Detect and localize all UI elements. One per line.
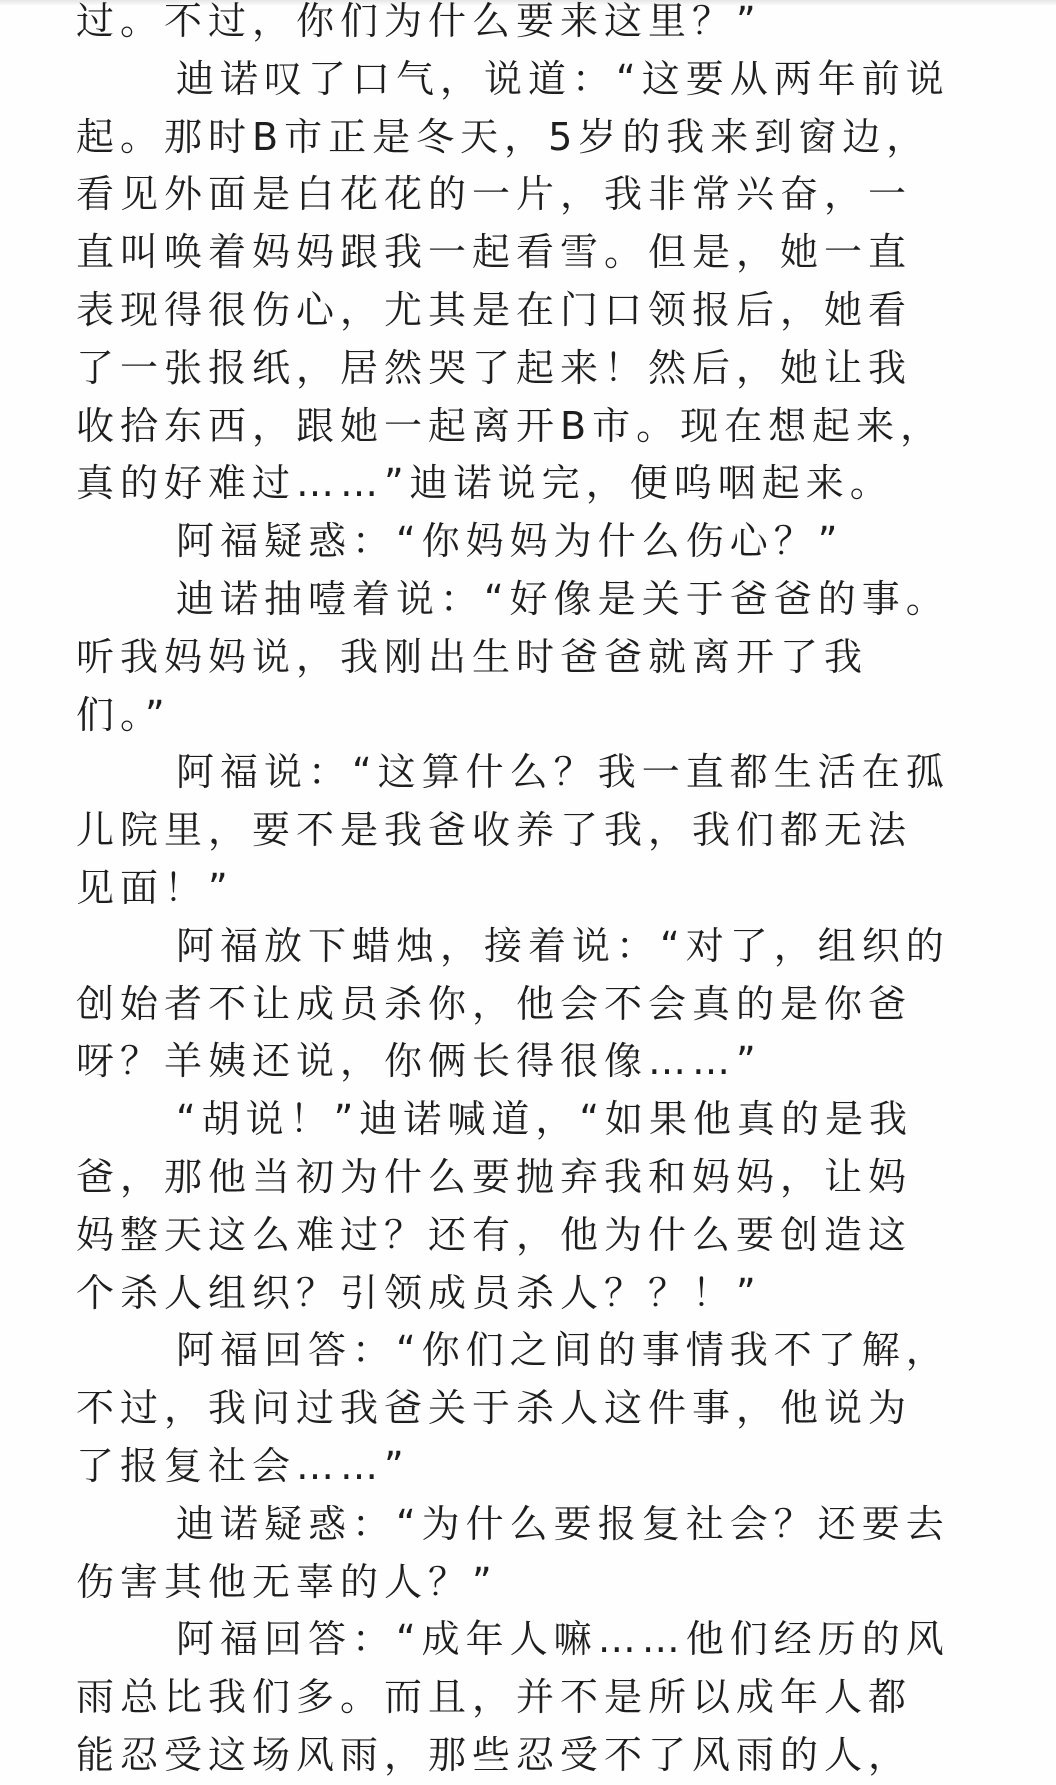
text-line: 过。不过，你们为什么要来这里？”	[76, 0, 762, 43]
text-line: 收拾东西，跟她一起离开B市。现在想起来，	[76, 403, 945, 448]
text-line: 创始者不让成员杀你，他会不会真的是你爸	[76, 981, 913, 1026]
text-line: 不过，我问过我爸关于杀人这件事，他说为	[76, 1386, 913, 1431]
paragraph-first-line: 迪诺抽噎着说：“好像是关于爸爸的事。	[176, 576, 950, 621]
text-line: 了一张报纸，居然哭了起来！然后，她让我	[76, 345, 913, 390]
text-line: 见面！”	[76, 865, 234, 910]
text-line: 爸，那他当初为什么要抛弃我和妈妈，让妈	[76, 1154, 913, 1199]
text-line: 伤害其他无辜的人？”	[76, 1559, 498, 1604]
text-line: 听我妈妈说，我刚出生时爸爸就离开了我	[76, 634, 869, 679]
text-line: 呀？羊姨还说，你俩长得很像……”	[76, 1039, 762, 1084]
text-line: 真的好难过……”迪诺说完，便呜咽起来。	[76, 461, 894, 506]
text-line: 起。那时B市正是冬天，5岁的我来到窗边，	[76, 114, 931, 159]
paragraph-first-line: 阿福回答：“你们之间的事情我不了解，	[176, 1328, 950, 1373]
text-line: 表现得很伤心，尤其是在门口领报后，她看	[76, 287, 913, 332]
story-text-column	[76, 0, 1016, 1785]
paragraph-first-line: 迪诺疑惑：“为什么要报复社会？还要去	[176, 1501, 950, 1546]
text-line: 直叫唤着妈妈跟我一起看雪。但是，她一直	[76, 230, 913, 275]
paragraph-first-line: 迪诺叹了口气，说道：“这要从两年前说	[176, 56, 950, 101]
text-line: 雨总比我们多。而且，并不是所以成年人都	[76, 1675, 913, 1720]
text-line: 儿院里，要不是我爸收养了我，我们都无法	[76, 808, 913, 853]
paragraph-first-line: 阿福放下蜡烛，接着说：“对了，组织的	[176, 923, 950, 968]
paragraph-first-line: 阿福疑惑：“你妈妈为什么伤心？”	[176, 519, 844, 564]
text-line: 看见外面是白花花的一片，我非常兴奋，一	[76, 172, 913, 217]
paragraph-first-line: “胡说！”迪诺喊道，“如果他真的是我	[176, 1097, 914, 1142]
text-line: 能忍受这场风雨，那些忍受不了风雨的人，	[76, 1732, 913, 1777]
paragraph-first-line: 阿福说：“这算什么？我一直都生活在孤	[176, 750, 950, 795]
text-line: 妈整天这么难过？还有，他为什么要创造这	[76, 1212, 913, 1257]
paragraph-first-line: 阿福回答：“成年人嘛……他们经历的风	[176, 1617, 950, 1662]
text-line: 个杀人组织？引领成员杀人？？！”	[76, 1270, 762, 1315]
text-line: 们。”	[76, 692, 171, 737]
text-line: 了报复社会……”	[76, 1443, 410, 1488]
